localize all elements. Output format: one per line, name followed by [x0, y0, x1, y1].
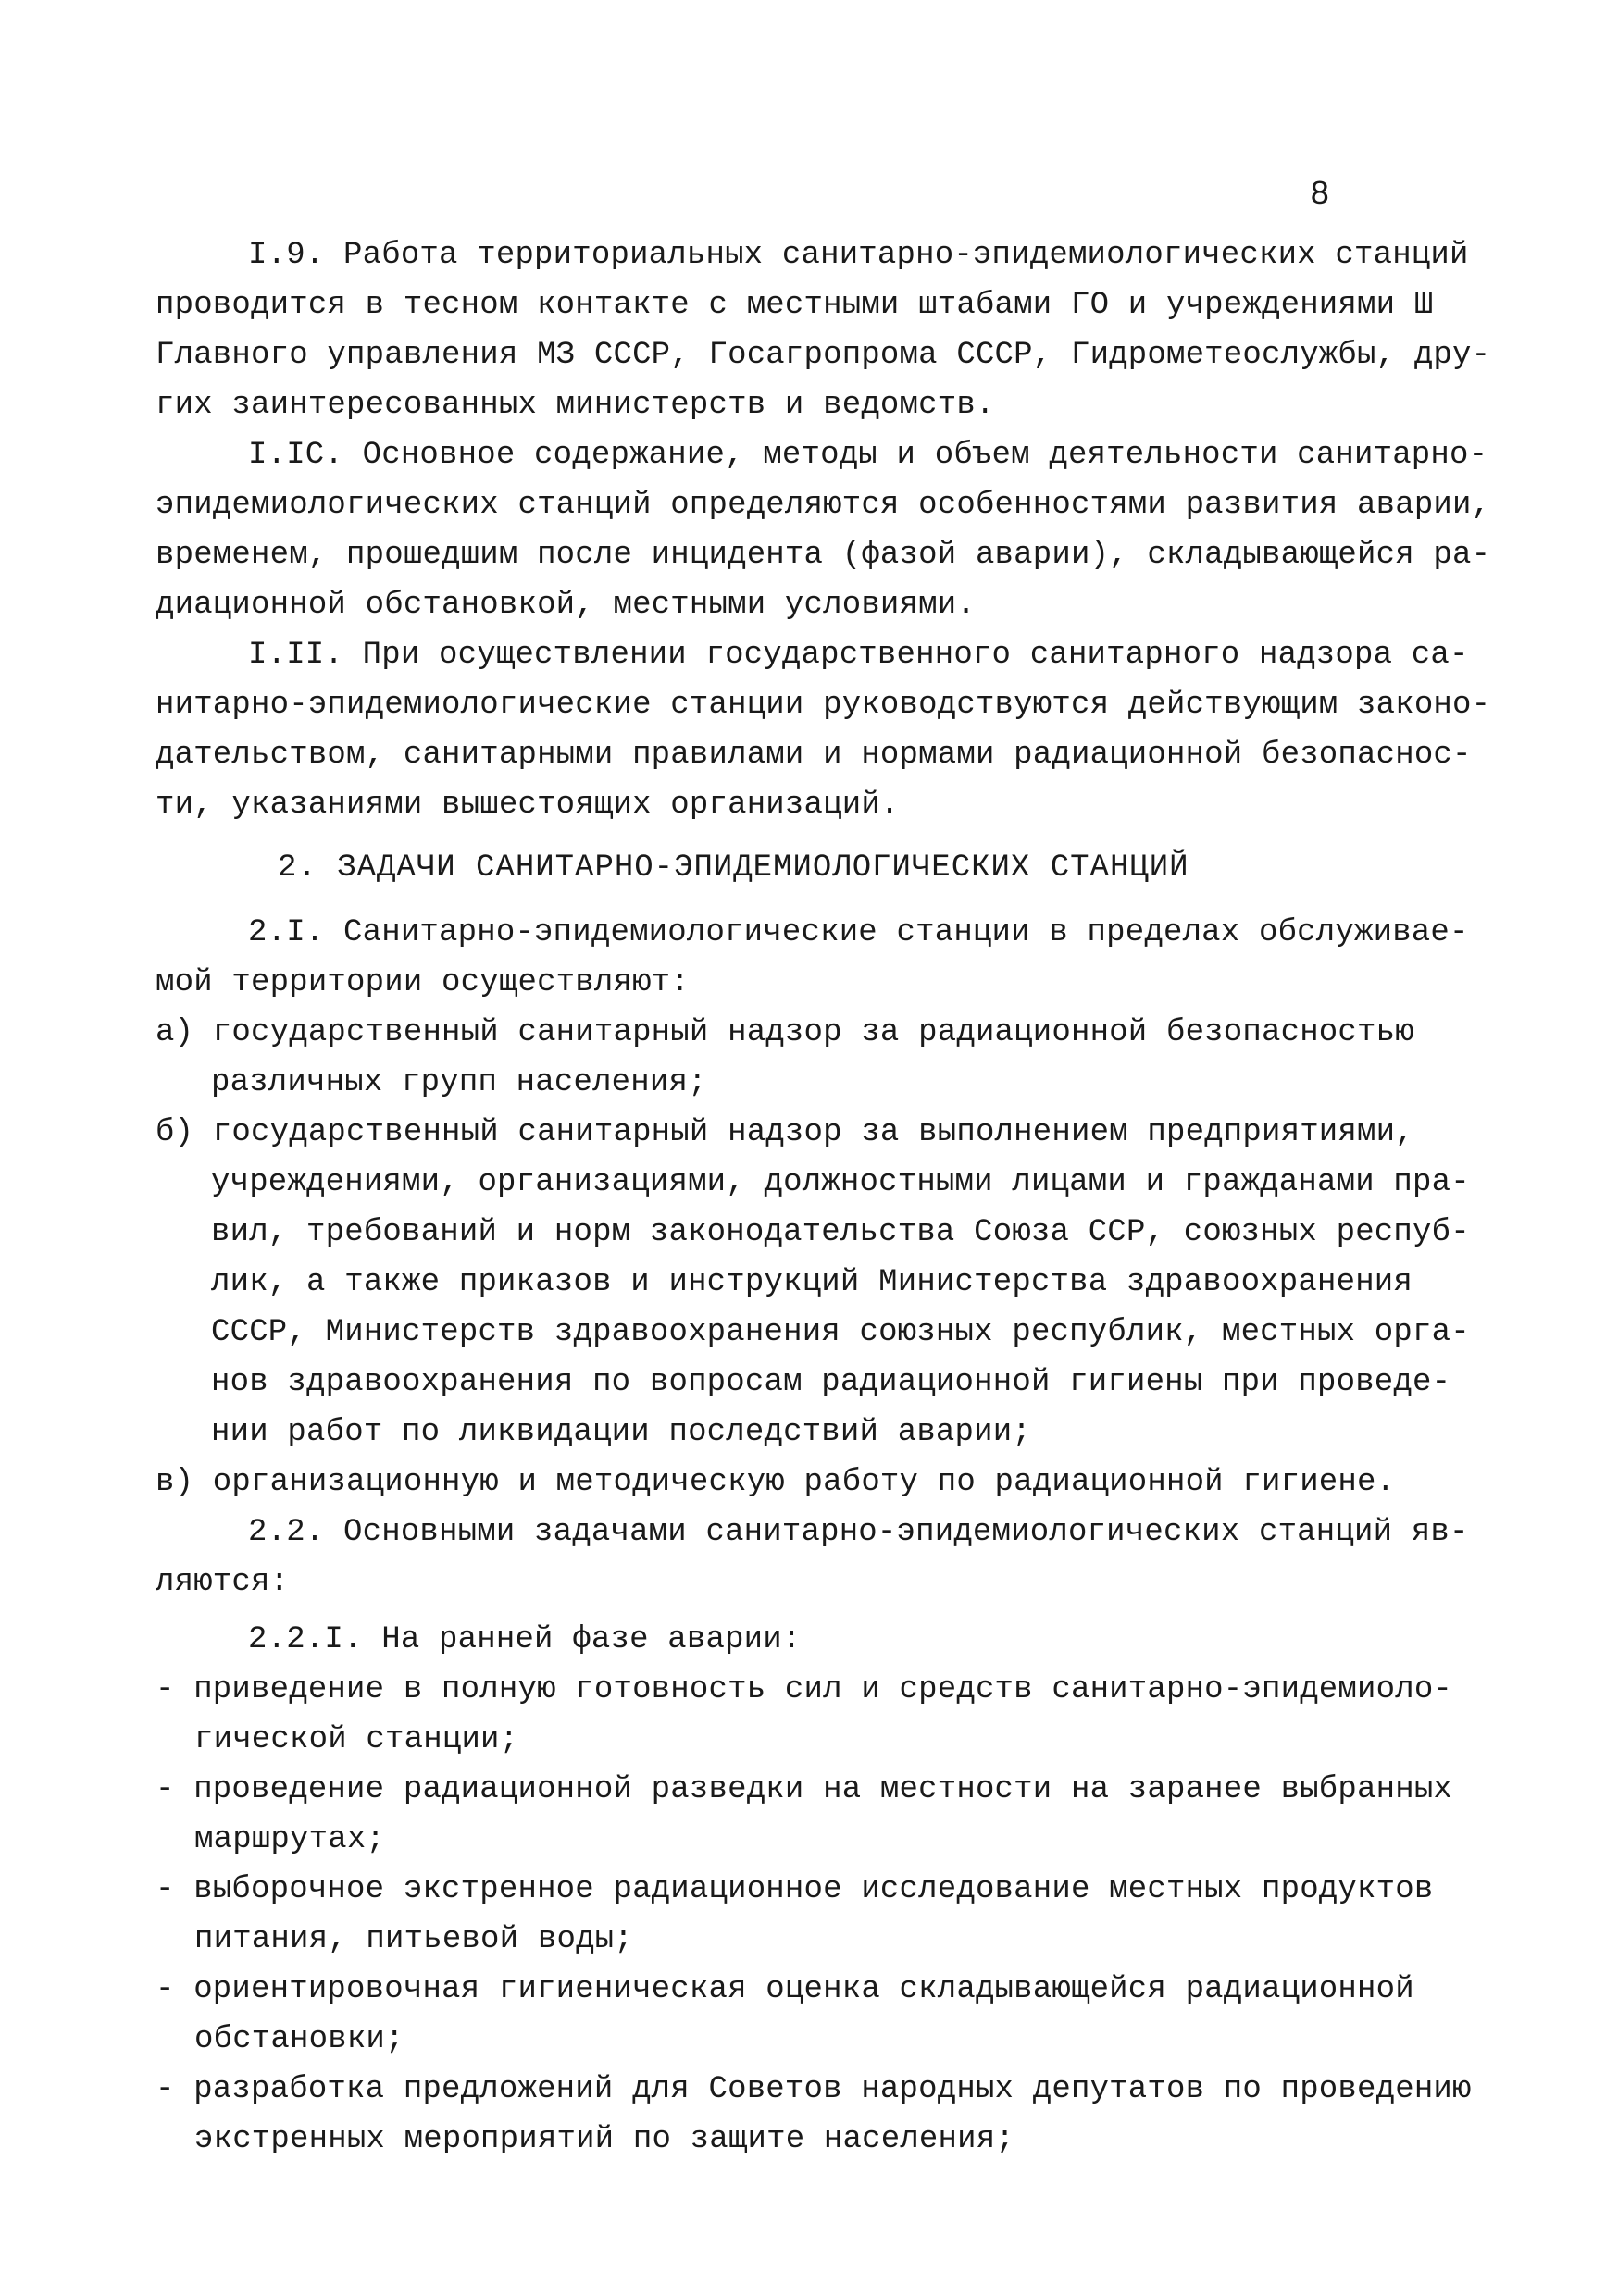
bullet-item-cont: обстановки;	[194, 2022, 404, 2057]
para-1-10-line: I.IC. Основное содержание, методы и объем деятельности санитарно-	[248, 438, 1488, 473]
para-2-1-line: мой территории осуществляют:	[156, 965, 690, 1000]
para-1-11-line: дательством, санитарными правилами и нормами радиационной безопаснос-	[156, 738, 1472, 773]
bullet-item: - проведение радиационной разведки на местности на заранее выбранных	[156, 1772, 1453, 1807]
list-item-b-cont: вил, требований и норм законодательства Союза ССР, союзных респуб-	[211, 1215, 1470, 1250]
bullet-item: - приведение в полную готовность сил и средств санитарно-эпидемиоло-	[156, 1672, 1453, 1707]
list-item-b-cont: учреждениями, организациями, должностными лицами и гражданами пра-	[211, 1165, 1470, 1200]
para-1-9-line: проводится в тесном контакте с местными штабами ГО и учреждениями Ш	[156, 288, 1434, 323]
para-1-9-line: гих заинтересованных министерств и ведомств.	[156, 388, 995, 423]
para-1-11-line: I.II. При осуществлении государственного санитарного надзора са-	[248, 638, 1469, 673]
list-item-b-cont: нии работ по ликвидации последствий аварии;	[211, 1415, 1031, 1450]
para-2-2-line: 2.2. Основными задачами санитарно-эпидемиологических станций яв-	[248, 1515, 1469, 1550]
para-1-10-line: временем, прошедшим после инцидента (фазой аварии), складывающейся ра-	[156, 538, 1491, 573]
list-item-a: а) государственный санитарный надзор за радиационной безопасностью	[156, 1015, 1414, 1050]
page-number: 8	[1310, 176, 1330, 214]
bullet-item: - выборочное экстренное радиационное исследование местных продуктов	[156, 1872, 1434, 1907]
section-heading: 2. ЗАДАЧИ САНИТАРНО-ЭПИДЕМИОЛОГИЧЕСКИХ СТАНЦИЙ	[278, 850, 1189, 886]
list-item-b-cont: лик, а также приказов и инструкций Министерства здравоохранения	[211, 1265, 1413, 1300]
list-item-b: б) государственный санитарный надзор за выполнением предприятиями,	[156, 1115, 1414, 1150]
para-2-1-line: 2.I. Санитарно-эпидемиологические станции в пределах обслуживае-	[248, 915, 1469, 950]
bullet-item: - ориентировочная гигиеническая оценка складывающейся радиационной	[156, 1972, 1414, 2007]
para-1-11-line: нитарно-эпидемиологические станции руководствуются действующим законо-	[156, 688, 1491, 723]
list-item-b-cont: СССР, Министерств здравоохранения союзных республик, местных орга-	[211, 1315, 1470, 1350]
para-2-2-line: ляются:	[156, 1565, 290, 1600]
bullet-item: - разработка предложений для Советов народных депутатов по проведению	[156, 2072, 1472, 2107]
para-1-10-line: эпидемиологических станций определяются особенностями развития аварии,	[156, 488, 1491, 523]
bullet-item-cont: питания, питьевой воды;	[194, 1922, 633, 1957]
para-1-9-line: Главного управления МЗ СССР, Госагропрома СССР, Гидрометеослужбы, дру-	[156, 338, 1491, 373]
bullet-item-cont: гической станции;	[194, 1722, 519, 1757]
list-item-a-cont: различных групп населения;	[211, 1065, 707, 1100]
list-item-v: в) организационную и методическую работу по радиационной гигиене.	[156, 1465, 1396, 1500]
bullet-item-cont: маршрутах;	[194, 1822, 386, 1857]
list-item-b-cont: нов здравоохранения по вопросам радиационной гигиены при проведе-	[211, 1365, 1451, 1400]
bullet-item-cont: экстренных мероприятий по защите населения;	[194, 2122, 1014, 2157]
para-2-2-1-heading: 2.2.I. На ранней фазе аварии:	[248, 1622, 802, 1657]
para-1-10-line: диационной обстановкой, местными условиями.	[156, 588, 976, 623]
para-1-11-line: ти, указаниями вышестоящих организаций.	[156, 788, 900, 823]
para-1-9-line: I.9. Работа территориальных санитарно-эпидемиологических станций	[248, 238, 1469, 273]
